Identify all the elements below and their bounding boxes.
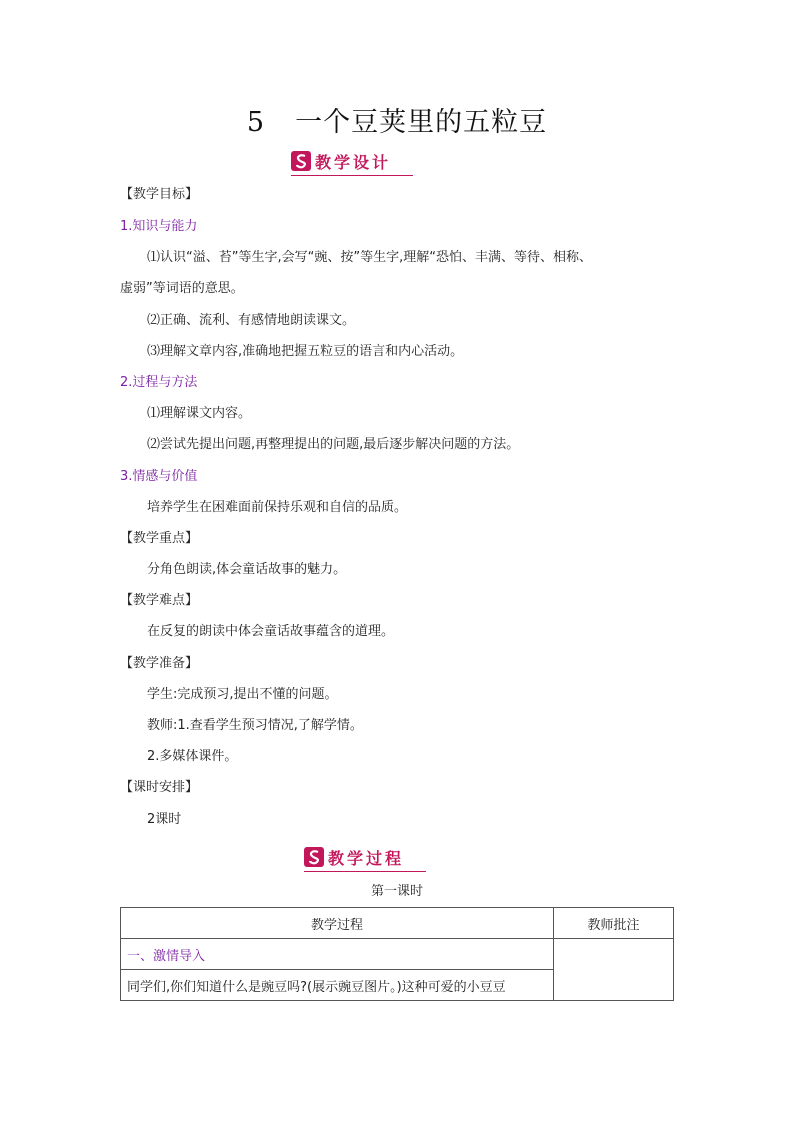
preparation-teacher: 教师:1.查看学生预习情况,了解学情。 bbox=[147, 718, 363, 733]
preparation-heading: 【教学准备】 bbox=[120, 656, 199, 671]
swirl-logo-icon bbox=[304, 847, 324, 867]
lesson-subtitle: 第一课时 bbox=[370, 884, 423, 899]
table-header-row bbox=[121, 908, 674, 939]
table-row bbox=[121, 939, 674, 970]
key-points-text: 分角色朗读,体会童话故事的魅力。 bbox=[147, 562, 347, 577]
goal1-item1: ⑴认识“溢、苔”等生字,会写“豌、按”等生字,理解“恐怕、丰满、等待、相称、 bbox=[147, 250, 592, 265]
banner-underline bbox=[304, 871, 426, 872]
goals-heading: 【教学目标】 bbox=[120, 187, 199, 202]
section-text: 同学们,你们知道什么是豌豆吗?(展示豌豆图片。)这种可爱的小豆豆 bbox=[121, 970, 554, 1001]
teaching-process-banner bbox=[304, 846, 426, 868]
difficulty-heading: 【教学难点】 bbox=[120, 593, 199, 608]
schedule-heading: 【课时安排】 bbox=[120, 780, 199, 795]
lesson-title: 一个豆荚里的五粒豆 bbox=[295, 107, 548, 138]
preparation-media: 2.多媒体课件。 bbox=[147, 749, 238, 764]
swirl-logo-icon bbox=[291, 151, 311, 171]
banner-label: 教学过程 bbox=[328, 848, 405, 868]
lesson-number: 5 bbox=[246, 107, 266, 138]
goal3-heading: 3.情感与价值 bbox=[120, 469, 198, 484]
preparation-student: 学生:完成预习,提出不懂的问题。 bbox=[147, 687, 338, 702]
page-title bbox=[0, 100, 794, 139]
goal2-heading: 2.过程与方法 bbox=[120, 375, 198, 390]
goal2-item2: ⑵尝试先提出问题,再整理提出的问题,最后逐步解决问题的方法。 bbox=[147, 437, 520, 452]
schedule-text: 2课时 bbox=[147, 812, 182, 827]
key-points-heading: 【教学重点】 bbox=[120, 531, 199, 546]
goal1-item2: ⑵正确、流利、有感情地朗读课文。 bbox=[147, 313, 356, 328]
goal1-heading: 1.知识与能力 bbox=[120, 219, 198, 234]
teaching-design-banner bbox=[291, 150, 413, 172]
banner-underline bbox=[291, 175, 413, 176]
goal2-item1: ⑴理解课文内容。 bbox=[147, 406, 252, 421]
notes-cell bbox=[554, 939, 674, 1001]
difficulty-text: 在反复的朗读中体会童话故事蕴含的道理。 bbox=[147, 624, 395, 639]
goal1-item3: ⑶理解文章内容,准确地把握五粒豆的语言和内心活动。 bbox=[147, 344, 464, 359]
goal1-item1-cont: 虚弱”等词语的意思。 bbox=[120, 281, 244, 296]
header-process: 教学过程 bbox=[121, 908, 554, 939]
goal3-item1: 培养学生在困难面前保持乐观和自信的品质。 bbox=[147, 500, 408, 515]
header-notes: 教师批注 bbox=[554, 908, 674, 939]
banner-label: 教学设计 bbox=[315, 152, 392, 172]
process-table bbox=[120, 907, 674, 1001]
section-heading: 一、激情导入 bbox=[121, 939, 554, 970]
